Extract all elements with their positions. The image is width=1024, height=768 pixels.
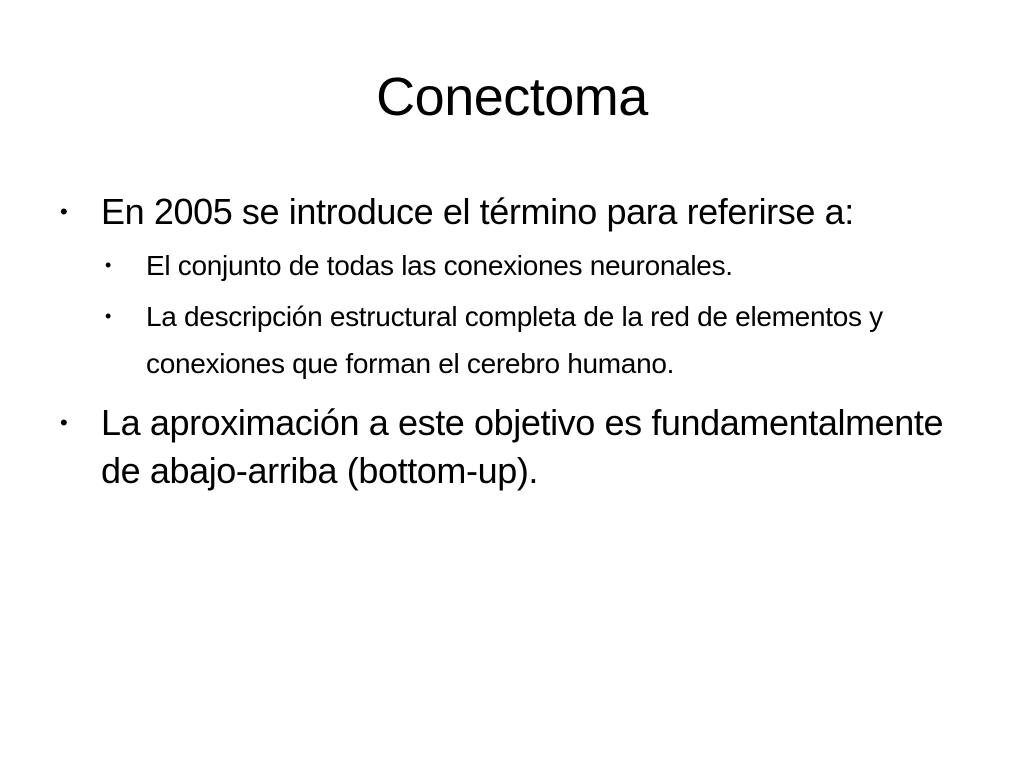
bullet-item-2	[58, 399, 958, 495]
sub-bullet-marker: •	[105, 255, 112, 275]
bullet-text: La aproximación a este objetivo es fundamentalmente de abajo-arriba (bottom-up).	[101, 402, 944, 491]
bullet-marker: •	[60, 199, 68, 224]
slide-title: Conectoma	[376, 67, 648, 127]
sub-bullet-text: El conjunto de todas las conexiones neuronales.	[146, 250, 733, 281]
bullet-text: En 2005 se introduce el término para referirse a:	[101, 191, 854, 232]
sub-bullet-marker: •	[105, 306, 112, 326]
bullet-item-1	[58, 188, 958, 236]
sub-bullet-text: La descripción estructural completa de la red de elementos y conexiones que forman el cerebro humano.	[146, 301, 883, 379]
bullet-marker: •	[60, 410, 68, 435]
sub-bullet-item-1	[103, 242, 958, 289]
sub-bullet-item-2	[103, 293, 958, 387]
slide-body	[58, 188, 958, 495]
